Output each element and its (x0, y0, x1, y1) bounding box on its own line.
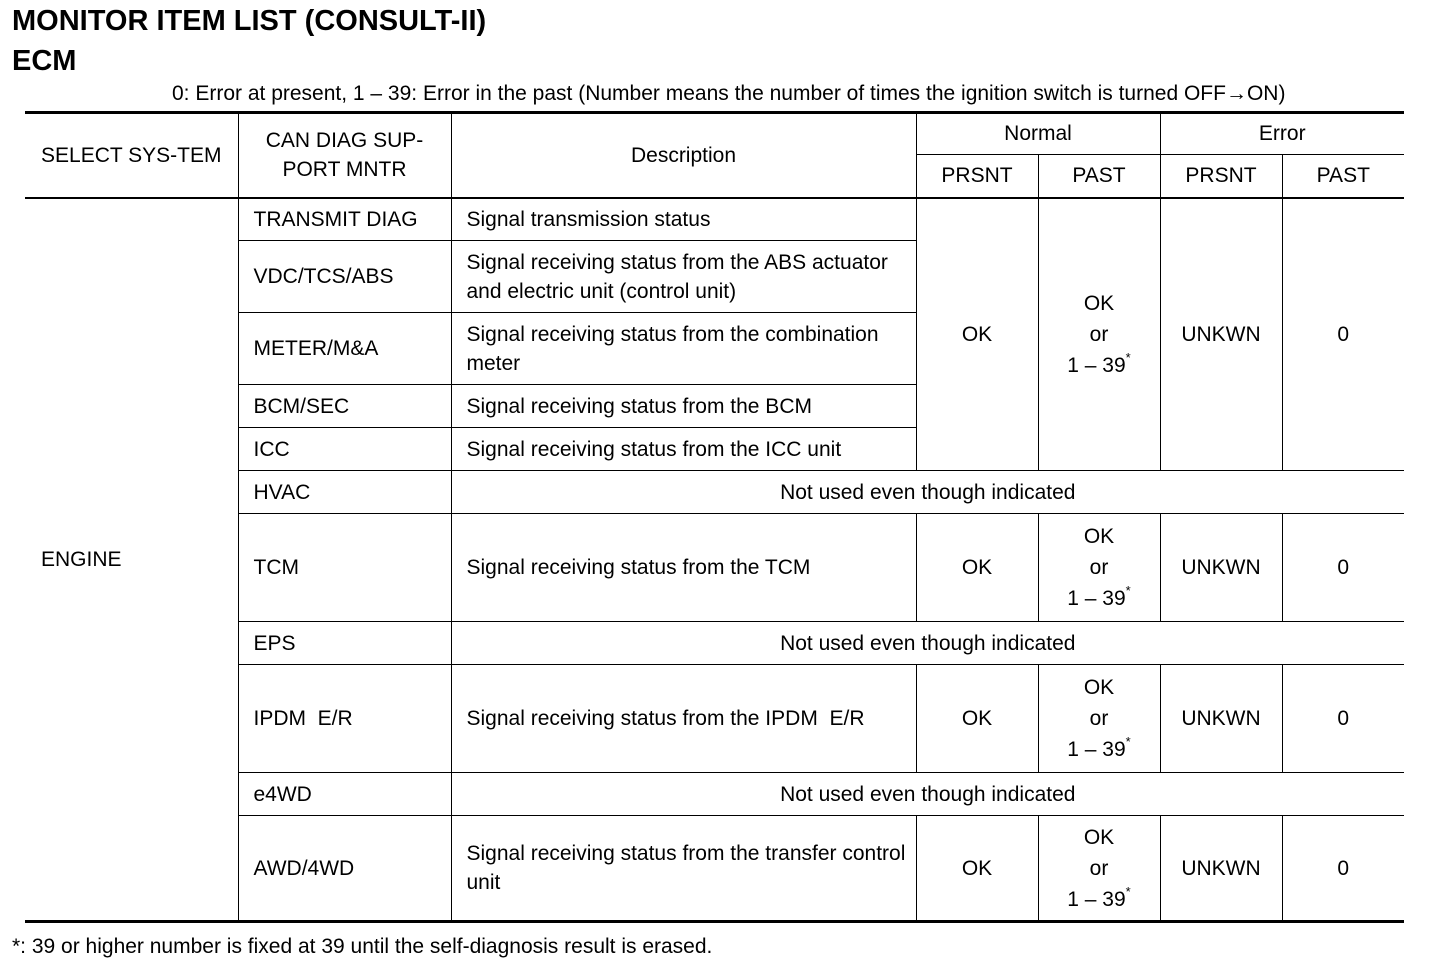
item-cell: HVAC (238, 471, 451, 514)
error-past-cell: 0 (1282, 198, 1404, 471)
normal-prsnt-cell: OK (916, 665, 1038, 773)
error-past-cell: 0 (1282, 665, 1404, 773)
normal-past-cell (1038, 514, 1160, 622)
item-cell: VDC/TCS/ABS (238, 241, 451, 313)
past-or-text: or (1089, 856, 1109, 880)
footnote-mark: * (1125, 583, 1131, 598)
past-range-text: 1 – 39 (1067, 353, 1126, 377)
item-cell: ICC (238, 428, 451, 471)
table-row (25, 198, 1404, 241)
item-cell: EPS (238, 622, 451, 665)
error-past-cell: 0 (1282, 514, 1404, 622)
not-used-cell: Not used even though indicated (451, 471, 1404, 514)
header-error: Error (1160, 113, 1404, 155)
normal-past-cell (1038, 198, 1160, 471)
page-title: MONITOR ITEM LIST (CONSULT-II) (12, 5, 487, 37)
legend-note: 0: Error at present, 1 – 39: Error in the past (Number means the number of times the ignition switch is turned OFF→ON) (172, 82, 1286, 105)
item-cell: e4WD (238, 773, 451, 816)
header-normal-prsnt: PRSNT (916, 155, 1038, 198)
description-cell: Signal receiving status from the ICC unit (451, 428, 916, 471)
description-cell: Signal receiving status from the TCM (451, 514, 916, 622)
description-cell: Signal receiving status from the ABS actuator and electric unit (control unit) (451, 241, 916, 313)
description-cell: Signal receiving status from the IPDM E/R (451, 665, 916, 773)
footnote-mark: * (1125, 734, 1131, 749)
past-ok-text: OK (1083, 676, 1115, 699)
header-description: Description (451, 113, 916, 198)
past-range-text: 1 – 39 (1067, 738, 1126, 761)
footnote: *: 39 or higher number is fixed at 39 until the self-diagnosis result is erased. (12, 935, 713, 958)
normal-past-cell (1038, 665, 1160, 773)
system-cell: ENGINE (25, 198, 238, 922)
past-ok-text: OK (1083, 291, 1115, 315)
normal-prsnt-cell: OK (916, 198, 1038, 471)
description-cell: Signal transmission status (451, 198, 916, 241)
header-error-prsnt: PRSNT (1160, 155, 1282, 198)
error-prsnt-cell: UNKWN (1160, 816, 1282, 922)
normal-prsnt-cell: OK (916, 816, 1038, 922)
error-prsnt-cell: UNKWN (1160, 198, 1282, 471)
item-cell: TCM (238, 514, 451, 622)
past-range-text: 1 – 39 (1067, 587, 1126, 610)
header-can-diag: CAN DIAG SUP-PORT MNTR (238, 113, 451, 198)
normal-prsnt-cell: OK (916, 514, 1038, 622)
past-or-text: or (1089, 707, 1109, 730)
description-cell: Signal receiving status from the combination meter (451, 313, 916, 385)
item-cell: IPDM E/R (238, 665, 451, 773)
item-cell: BCM/SEC (238, 385, 451, 428)
header-normal: Normal (916, 113, 1160, 155)
past-ok-text: OK (1083, 825, 1115, 849)
item-cell: AWD/4WD (238, 816, 451, 922)
footnote-mark: * (1125, 883, 1131, 899)
header-error-past: PAST (1282, 155, 1404, 198)
error-prsnt-cell: UNKWN (1160, 665, 1282, 773)
past-or-text: or (1089, 556, 1109, 579)
footnote-mark: * (1125, 349, 1131, 365)
error-past-cell: 0 (1282, 816, 1404, 922)
page-subtitle: ECM (12, 45, 77, 77)
item-cell: TRANSMIT DIAG (238, 198, 451, 241)
description-cell: Signal receiving status from the BCM (451, 385, 916, 428)
past-or-text: or (1089, 322, 1109, 346)
not-used-cell: Not used even though indicated (451, 773, 1404, 816)
header-select-system: SELECT SYS-TEM (25, 113, 238, 198)
normal-past-cell (1038, 816, 1160, 922)
error-prsnt-cell: UNKWN (1160, 514, 1282, 622)
monitor-item-table (25, 111, 1404, 923)
past-ok-text: OK (1083, 525, 1115, 548)
description-cell: Signal receiving status from the transfer control unit (451, 816, 916, 922)
item-cell: METER/M&A (238, 313, 451, 385)
past-range-text: 1 – 39 (1067, 887, 1126, 911)
not-used-cell: Not used even though indicated (451, 622, 1404, 665)
header-normal-past: PAST (1038, 155, 1160, 198)
